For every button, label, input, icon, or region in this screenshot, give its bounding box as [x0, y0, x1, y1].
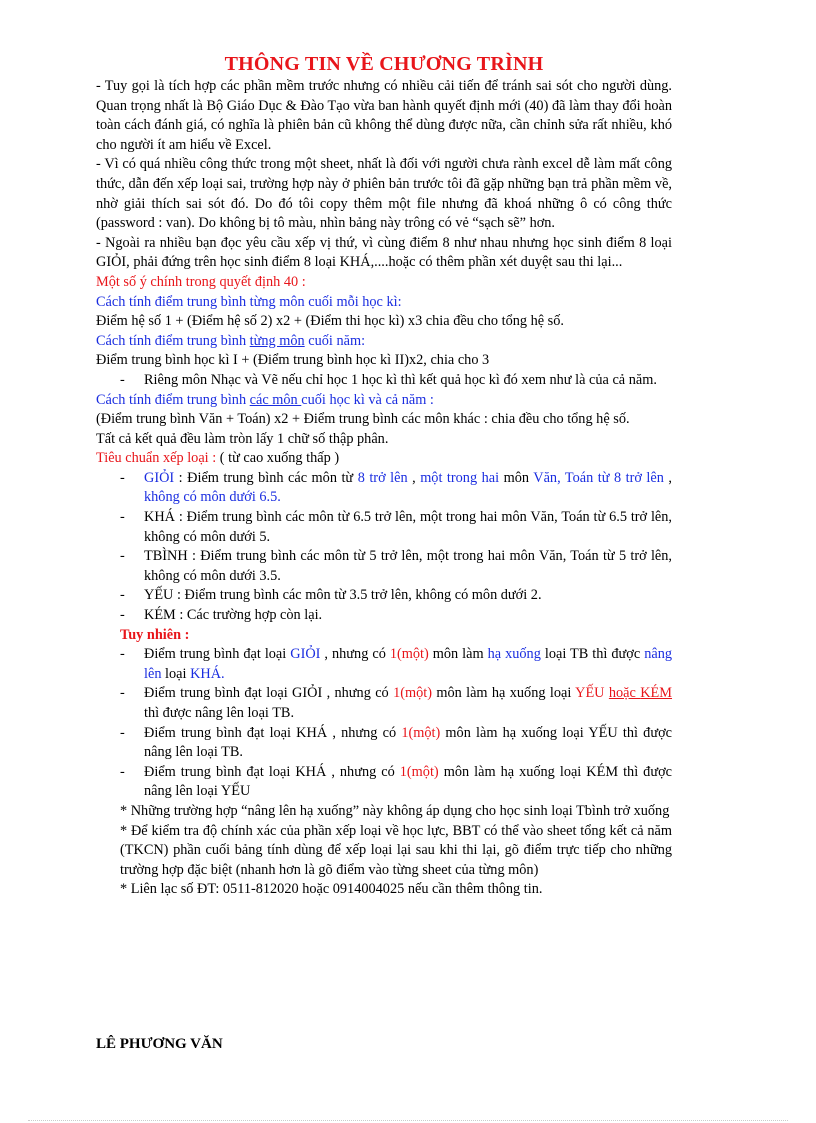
intro-paragraph-2: - Vì có quá nhiều công thức trong một sheet, nhất là đối với người chưa rành excel dễ làm mất công thức, dẫn đến xếp loại sai, trường hợp này ở phiên bản trước tôi đã gặp những bạn trả phần mềm về, nhờ giải thích sai sót đó. Do đó tôi copy thêm một file nhưng đã khoá những ô có công thức (password : van). Do không bị tô màu, nhìn bảng này trông có vẻ “sạch sẽ” hơn.: [96, 156, 672, 232]
case1-j: KHÁ.: [190, 665, 225, 682]
criteria-kha: - KHÁ : Điểm trung bình các môn từ 6.5 trở lên, một trong hai môn Văn, Toán từ 6.5 trở lên, không có môn dưới 5.: [120, 508, 672, 547]
year-heading-part2: cuối năm:: [304, 332, 366, 349]
case1-h: nâng lên: [144, 646, 672, 682]
gioi-text-7: ,: [663, 469, 672, 486]
gioi-label: GIỎI: [144, 469, 175, 486]
case1-i: loại: [161, 665, 191, 682]
however-case-3: [120, 724, 672, 763]
all-heading-part2: cuối học kì và cả năm :: [301, 391, 434, 408]
case2-c: môn làm hạ xuống loại: [431, 685, 576, 702]
page-title: THÔNG TIN VỀ CHƯƠNG TRÌNH: [224, 53, 544, 75]
gioi-text-8: không có môn dưới 6.5.: [144, 489, 281, 506]
case3-c: môn làm hạ xuống loại YẾU thì được nâng lên loại TB.: [144, 724, 672, 761]
year-average-list: [96, 371, 672, 391]
case3-a: Điểm trung bình đạt loại KHÁ , nhưng có: [144, 724, 402, 741]
however-heading: Tuy nhiên :: [120, 626, 190, 643]
case1-a: Điểm trung bình đạt loại: [144, 646, 291, 663]
however-case-4: [120, 763, 672, 802]
note-exemption: * Những trường hợp “nâng lên hạ xuống” này không áp dụng cho học sinh loại Tbình trở xuống: [120, 802, 670, 819]
note-verification: * Để kiểm tra độ chính xác của phần xếp loại về học lực, BBT có thể vào sheet tổng kết cả năm (TKCN) phần cuối bảng tính dùng để xếp loại lại sau khi thi lại, gõ điểm trực tiếp cho những trường hợp đặc biệt (nhanh hơn là gõ điểm vào từng sheet của từng môn): [120, 822, 672, 878]
rounding-rule: Tất cả kết quả đều làm tròn lấy 1 chữ số thập phân.: [96, 430, 389, 447]
intro-paragraph-3: - Ngoài ra nhiều bạn đọc yêu cầu xếp vị thứ, vì cùng điểm 8 như nhau nhưng học sinh điểm 8 loại GIỎI, phải đứng trên học sinh điểm 8 loại KHÁ,....hoặc có thêm phần xét duyệt sau thi lại...: [96, 234, 672, 271]
document-page: [96, 52, 672, 900]
case4-c: môn làm hạ xuống loại KÉM thì được nâng lên loại YẾU: [144, 763, 672, 800]
case3-b: 1(một): [401, 724, 441, 741]
however-case-2: [120, 684, 672, 723]
however-case-1: [120, 645, 672, 684]
case1-f: hạ xuống: [487, 646, 541, 663]
all-subjects-average-heading: [96, 391, 672, 411]
gioi-text-1: : Điểm trung bình các môn từ: [174, 469, 358, 486]
all-subjects-average-formula: (Điểm trung bình Văn + Toán) x2 + Điểm trung bình các môn khác : chia đều cho tổng hệ số.: [96, 411, 630, 428]
case1-b: GIỎI: [290, 646, 321, 663]
list-item: - Riêng môn Nhạc và Vẽ nếu chỉ học 1 học kì thì kết quả học kì đó xem như là của cả năm.: [120, 371, 672, 391]
year-heading-underlined: từng môn: [249, 332, 305, 349]
however-list: [96, 645, 672, 802]
case2-f: hoặc: [608, 685, 641, 702]
gioi-text-3: ,: [407, 469, 421, 486]
author-signature: LÊ PHƯƠNG VĂN: [96, 1036, 223, 1052]
criteria-heading-note: ( từ cao xuống thấp ): [219, 450, 340, 467]
gioi-text-2: 8 trở lên: [357, 469, 408, 486]
year-average-heading: [96, 332, 672, 352]
criteria-heading: [96, 449, 672, 469]
all-heading-part1: Cách tính điểm trung bình: [96, 391, 250, 408]
case4-b: 1(một): [399, 763, 439, 780]
criteria-list: [96, 469, 672, 626]
criteria-kem: - KÉM : Các trường hợp còn lại.: [120, 606, 672, 626]
note-contact: * Liên lạc số ĐT: 0511-812020 hoặc 0914004025 nếu cần thêm thông tin.: [120, 881, 543, 898]
decision-heading: Một số ý chính trong quyết định 40 :: [96, 273, 306, 290]
case2-b: 1(một): [393, 685, 432, 702]
case2-g: KÉM: [640, 685, 673, 702]
case1-g: loại TB thì được: [540, 646, 645, 663]
criteria-heading-label: Tiêu chuẩn xếp loại :: [96, 450, 220, 467]
case1-d: 1(một): [389, 646, 429, 663]
gioi-text-6: Văn, Toán từ 8 trở lên: [533, 469, 664, 486]
term-average-heading: Cách tính điểm trung bình từng môn cuối mỗi học kì:: [96, 293, 402, 310]
criteria-tbinh: - TBÌNH : Điểm trung bình các môn từ 5 trở lên, một trong hai môn Văn, Toán từ 5 trở lên, không có môn dưới 3.5.: [120, 547, 672, 586]
term-average-formula: Điểm hệ số 1 + (Điểm hệ số 2) x2 + (Điểm thi học kì) x3 chia đều cho tổng hệ số.: [96, 313, 564, 330]
case2-h: thì được nâng lên loại TB.: [144, 705, 295, 721]
year-heading-part1: Cách tính điểm trung bình: [96, 332, 250, 349]
case2-a: Điểm trung bình đạt loại GIỎI , nhưng có: [144, 685, 394, 702]
gioi-text-4: một trong hai: [420, 469, 500, 486]
criteria-gioi: [120, 469, 672, 508]
intro-paragraph-1: - Tuy gọi là tích hợp các phần mềm trước nhưng có nhiều cải tiến để tránh sai sót cho người dùng. Quan trọng nhất là Bộ Giáo Dục & Đào Tạo vừa ban hành quyết định mới (40) đã làm thay đổi hoàn toàn cách đánh giá, có nghĩa là phiên bản cũ không thể dùng được nữa, cần chỉnh sửa rất nhiều, khó cho người ít am hiểu về Excel.: [96, 78, 672, 153]
case1-c: , nhưng có: [320, 646, 390, 663]
year-average-formula: Điểm trung bình học kì I + (Điểm trung bình học kì II)x2, chia cho 3: [96, 352, 490, 369]
page-bottom-divider: [28, 1120, 788, 1121]
criteria-yeu: - YẾU : Điểm trung bình các môn từ 3.5 trở lên, không có môn dưới 2.: [120, 586, 672, 606]
gioi-text-5: môn: [499, 469, 534, 486]
case4-a: Điểm trung bình đạt loại KHÁ , nhưng có: [144, 763, 400, 780]
case1-e: môn làm: [428, 646, 488, 663]
case2-d: YẾU: [575, 685, 605, 702]
all-heading-underlined: các môn: [249, 391, 302, 408]
